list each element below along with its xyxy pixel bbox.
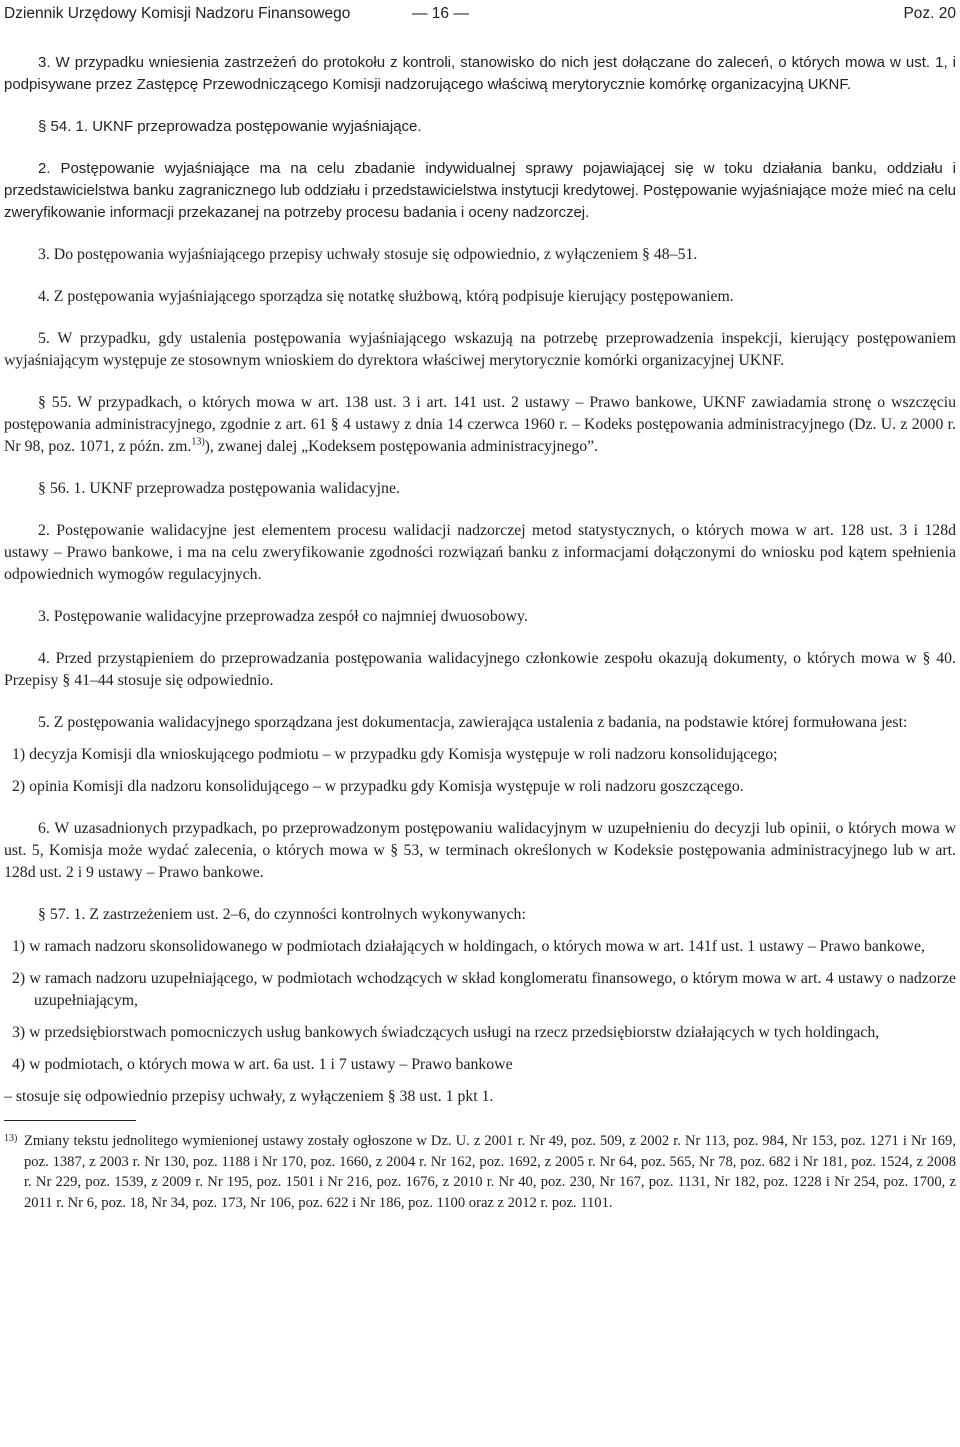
paragraph-54-2: 2. Postępowanie wyjaśniające ma na celu zbadanie indywidualnej sprawy pojawiającej się w toku działania banku, oddziału i przedstawicielstwa banku zagranicznego lub oddziału i przedstawicielstwa instytucji kredytowej. Postępowanie wyjaśniające może mieć na celu zweryfikowanie informacji przekazanej na potrzeby procesu badania i oceny nadzorczej.: [4, 160, 956, 221]
paragraph-57-tail: – stosuje się odpowiednio przepisy uchwały, z wyłączeniem § 38 ust. 1 pkt 1.: [4, 1088, 494, 1105]
paragraph-54-5: 5. W przypadku, gdy ustalenia postępowania wyjaśniającego wskazują na potrzebę przeprowadzenia inspekcji, kierujący postępowaniem wyjaśniającym występuje ze stosownym wnioskiem do dyrektora właściwej merytorycznie komórki organizacyjnej UKNF.: [4, 330, 956, 369]
list-item: 1) decyzja Komisji dla wnioskującego podmiotu – w przypadku gdy Komisja występuje w roli nadzoru konsolidującego;: [12, 746, 778, 763]
paragraph-56-2: 2. Postępowanie walidacyjne jest elementem procesu walidacji nadzorczej metod statystycznych, o których mowa w art. 128 ust. 3 i 128d ustawy – Prawo bankowe, i ma na celu zweryfikowanie zgodności rozwiązań banku z informacjami dołączonymi do wniosku pod kątem spełnienia odpowiednich wymogów regulacyjnych.: [4, 522, 956, 583]
list-item: 2) opinia Komisji dla nadzoru konsolidującego – w przypadku gdy Komisja występuje w roli nadzoru goszczącego.: [12, 778, 744, 795]
footnote-text: Zmiany tekstu jednolitego wymienionej ustawy zostały ogłoszone w Dz. U. z 2001 r. Nr 49, poz. 509, z 2002 r. Nr 113, poz. 984, Nr 153, poz. 1271 i Nr 169, poz. 1387, z 2003 r. Nr 130, poz. 1188 i Nr 170, poz. 1660, z 2004 r. Nr 162, poz. 1692, z 2005 r. Nr 64, poz. 565, Nr 78, poz. 682 i Nr 181, poz. 1524, z 2008 r. Nr 229, poz. 1539, z 2009 r. Nr 195, poz. 1501 i Nr 216, poz. 1676, z 2010 r. Nr 40, poz. 230, Nr 167, poz. 1131, Nr 182, poz. 1228 i Nr 254, poz. 1700, z 2011 r. Nr 6, poz. 18, Nr 34, poz. 173, Nr 106, poz. 622 i Nr 186, poz. 1100 oraz z 2012 r. poz. 1101.: [24, 1133, 956, 1211]
paragraph-55: [4, 392, 956, 458]
paragraph-54-4: 4. Z postępowania wyjaśniającego sporządza się notatkę służbową, którą podpisuje kierujący postępowaniem.: [38, 288, 734, 305]
paragraph-56-6: 6. W uzasadnionych przypadkach, po przeprowadzonym postępowaniu walidacyjnym w uzupełnieniu do decyzji lub opinii, o których mowa w ust. 5, Komisja może wydać zalecenia, o których mowa w § 53, w terminach określonych w Kodeksie postępowania administracyjnego lub w art. 128d ust. 2 i 9 ustawy – Prawo bankowe.: [4, 820, 956, 881]
paragraph-55-tail: ), zwanej dalej „Kodeksem postępowania administracyjnego”.: [204, 438, 599, 455]
paragraph-56-4: 4. Przed przystąpieniem do przeprowadzania postępowania walidacyjnego członkowie zespołu okazują dokumenty, o których mowa w § 40. Przepisy § 41–44 stosuje się odpowiednio.: [4, 650, 956, 689]
list-item: 2) w ramach nadzoru uzupełniającego, w podmiotach wchodzących w skład konglomeratu finansowego, o którym mowa w art. 4 ustawy o nadzorze uzupełniającym,: [12, 970, 956, 1009]
page-number: — 16 —: [412, 5, 469, 22]
footnote-ref: 13): [191, 436, 205, 448]
page-header: [4, 4, 956, 28]
footnote: [4, 1131, 956, 1213]
paragraph-54-3: 3. Do postępowania wyjaśniającego przepisy uchwały stosuje się odpowiednio, z wyłączeniem § 48–51.: [38, 246, 698, 263]
paragraph-56-1: § 56. 1. UKNF przeprowadza postępowania walidacyjne.: [38, 480, 400, 497]
list-item: 4) w podmiotach, o których mowa w art. 6a ust. 1 i 7 ustawy – Prawo bankowe: [12, 1056, 513, 1073]
paragraph-54-1: § 54. 1. UKNF przeprowadza postępowanie wyjaśniające.: [38, 118, 422, 135]
paragraph-55-text: § 55. W przypadkach, o których mowa w art. 138 ust. 3 i art. 141 ust. 2 ustawy – Prawo bankowe, UKNF zawiadamia stronę o wszczęciu postępowania administracyjnego, zgodnie z art. 61 § 4 ustawy z dnia 14 czerwca 1960 r. – Kodeks postępowania administracyjnego (Dz. U. z 2000 r. Nr 98, poz. 1071, z późn. zm.: [4, 394, 956, 455]
paragraph-56-3: 3. Postępowanie walidacyjne przeprowadza zespół co najmniej dwuosobowy.: [38, 608, 528, 625]
footnote-mark: 13): [4, 1133, 18, 1144]
list-item: 3) w przedsiębiorstwach pomocniczych usług bankowych świadczących usługi na rzecz przedsiębiorstw działających w tych holdingach,: [12, 1024, 880, 1041]
list-item: 1) w ramach nadzoru skonsolidowanego w podmiotach działających w holdingach, o których mowa w art. 141f ust. 1 ustawy – Prawo bankowe,: [12, 938, 925, 955]
journal-title: Dziennik Urzędowy Komisji Nadzoru Finansowego: [4, 5, 351, 22]
footnote-divider: [4, 1120, 136, 1121]
paragraph-53-3: 3. W przypadku wniesienia zastrzeżeń do protokołu z kontroli, stanowisko do nich jest dołączane do zaleceń, o których mowa w ust. 1, i podpisywane przez Zastępcę Przewodniczącego Komisji nadzorującego właściwą merytorycznie komórkę organizacyjną UKNF.: [4, 54, 956, 93]
issue-number: Poz. 20: [903, 5, 956, 22]
document-body: [4, 52, 956, 1213]
paragraph-56-5: 5. Z postępowania walidacyjnego sporządzana jest dokumentacja, zawierająca ustalenia z badania, na podstawie której formułowana jest:: [38, 714, 908, 731]
paragraph-57-1: § 57. 1. Z zastrzeżeniem ust. 2–6, do czynności kontrolnych wykonywanych:: [38, 906, 526, 923]
